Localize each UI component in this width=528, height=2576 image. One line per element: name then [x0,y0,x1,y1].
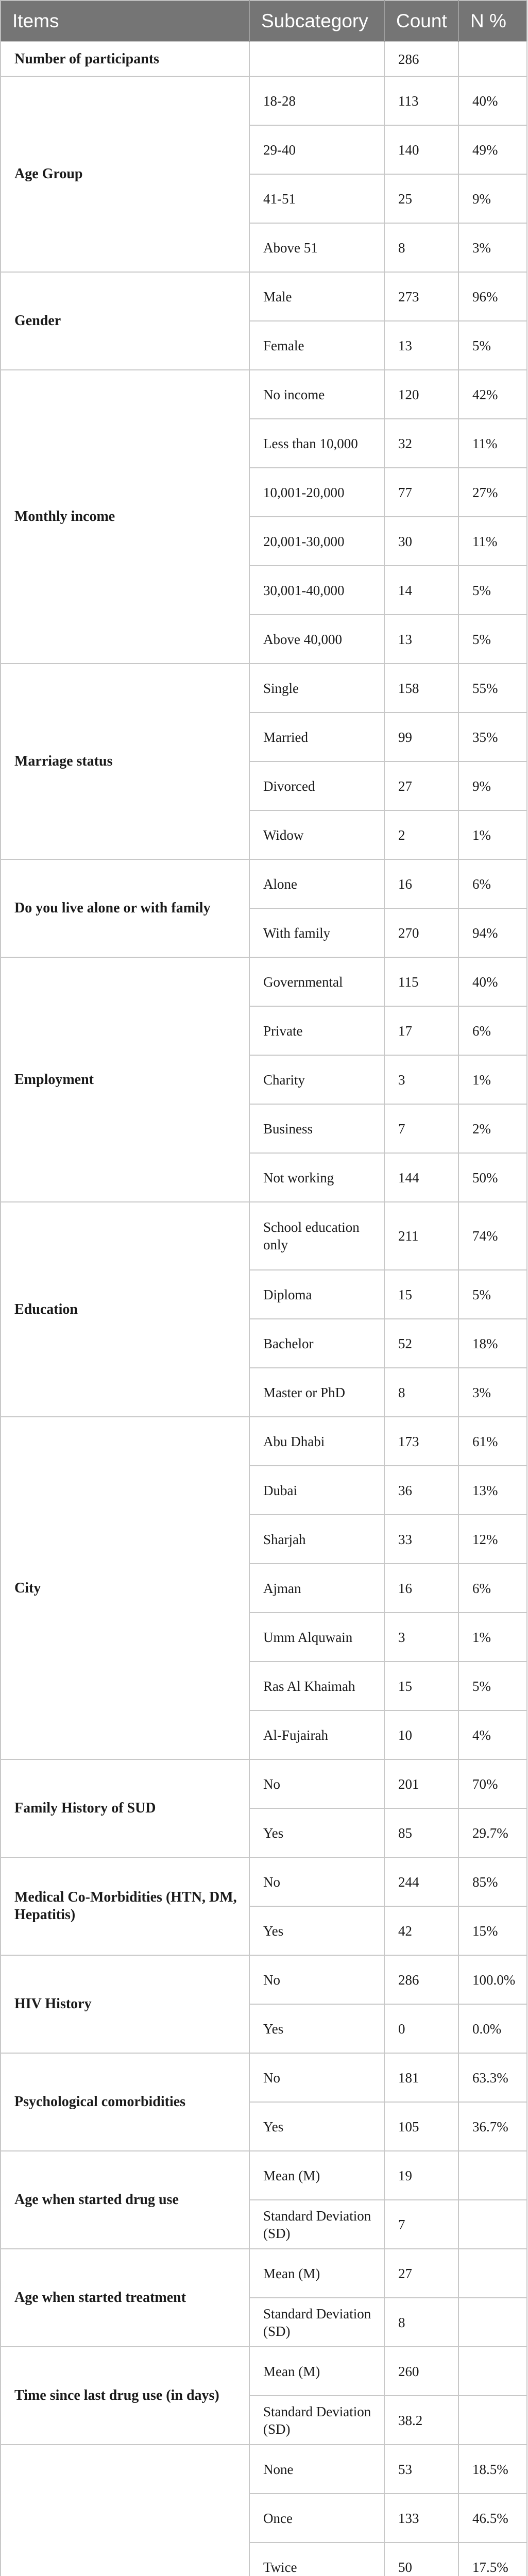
percent-cell: 70% [458,1759,527,1808]
percent-cell: 96% [458,272,527,321]
percent-cell: 1% [458,1055,527,1104]
count-cell: 19 [384,2151,458,2200]
percent-cell: 61% [458,1417,527,1466]
subcategory-cell: Yes [249,2102,384,2151]
subcategory-cell: Female [249,321,384,370]
table-body [1,42,527,2576]
subcategory-cell: School education only [249,1202,384,1270]
count-cell: 13 [384,321,458,370]
percent-cell: 5% [458,321,527,370]
percent-cell: 9% [458,174,527,223]
count-cell: 105 [384,2102,458,2151]
item-cell: HIV History [1,1955,249,2053]
count-cell: 27 [384,2249,458,2298]
header-row [1,1,527,42]
subcategory-cell: Ras Al Khaimah [249,1662,384,1710]
table-row [1,1857,527,1906]
header-items: Items [1,1,249,42]
percent-cell: 5% [458,1662,527,1710]
count-cell: 25 [384,174,458,223]
count-cell: 15 [384,1662,458,1710]
count-cell: 3 [384,1055,458,1104]
subcategory-cell: No income [249,370,384,419]
percent-cell: 3% [458,1368,527,1417]
count-cell: 3 [384,1613,458,1662]
percent-cell: 6% [458,1006,527,1055]
count-cell: 133 [384,2494,458,2543]
percent-cell: 35% [458,713,527,761]
count-cell: 53 [384,2445,458,2494]
item-cell: Marriage status [1,664,249,859]
percent-cell: 4% [458,1710,527,1759]
item-cell [1,2445,249,2576]
item-cell: Gender [1,272,249,370]
count-cell: 33 [384,1515,458,1564]
percent-cell: 27% [458,468,527,517]
subcategory-cell: Twice [249,2543,384,2576]
percent-cell: 17.5% [458,2543,527,2576]
subcategory-cell: Mean (M) [249,2151,384,2200]
count-cell: 15 [384,1270,458,1319]
item-cell: Age when started drug use [1,2151,249,2249]
header-percent: N % [458,1,527,42]
subcategory-cell: Umm Alquwain [249,1613,384,1662]
percent-cell: 1% [458,1613,527,1662]
subcategory-cell: Private [249,1006,384,1055]
percent-cell: 18.5% [458,2445,527,2494]
count-cell: 8 [384,1368,458,1417]
subcategory-cell: Yes [249,1906,384,1955]
item-cell: Medical Co-Morbidities (HTN, DM, Hepatitis) [1,1857,249,1955]
percent-cell: 2% [458,1104,527,1153]
subcategory-cell: No [249,1857,384,1906]
header-subcategory: Subcategory [249,1,384,42]
percent-cell: 5% [458,566,527,615]
percent-cell: 5% [458,1270,527,1319]
percent-cell: 29.7% [458,1808,527,1857]
count-cell: 7 [384,2200,458,2249]
count-cell: 113 [384,76,458,125]
subcategory-cell: 29-40 [249,125,384,174]
subcategory-cell: Alone [249,859,384,908]
percent-cell: 12% [458,1515,527,1564]
subcategory-cell: No [249,1955,384,2004]
subcategory-cell: 30,001-40,000 [249,566,384,615]
subcategory-cell: With family [249,908,384,957]
table-row [1,370,527,419]
item-cell: Psychological comorbidities [1,2053,249,2151]
percent-cell [458,2347,527,2396]
count-cell: 211 [384,1202,458,1270]
count-cell: 77 [384,468,458,517]
percent-cell: 11% [458,517,527,566]
table-row [1,957,527,1006]
percent-cell: 5% [458,615,527,664]
table-row [1,2249,527,2298]
count-cell: 2 [384,810,458,859]
table-header [1,1,527,42]
subcategory-cell: Above 40,000 [249,615,384,664]
subcategory-cell: Master or PhD [249,1368,384,1417]
percent-cell: 63.3% [458,2053,527,2102]
table-row [1,1759,527,1808]
subcategory-cell: None [249,2445,384,2494]
subcategory-cell: Bachelor [249,1319,384,1368]
subcategory-cell: Divorced [249,761,384,810]
subcategory-cell: No [249,1759,384,1808]
percent-cell: 0.0% [458,2004,527,2053]
count-cell: 201 [384,1759,458,1808]
table-row [1,664,527,713]
count-cell: 27 [384,761,458,810]
subcategory-cell: 41-51 [249,174,384,223]
subcategory-cell: Single [249,664,384,713]
count-cell: 38.2 [384,2396,458,2445]
percent-cell: 40% [458,76,527,125]
table-row [1,2053,527,2102]
count-cell: 270 [384,908,458,957]
percent-cell: 6% [458,1564,527,1613]
percent-cell: 85% [458,1857,527,1906]
subcategory-cell: Mean (M) [249,2347,384,2396]
count-cell: 85 [384,1808,458,1857]
count-cell: 10 [384,1710,458,1759]
subcategory-cell: 18-28 [249,76,384,125]
percent-cell [458,42,527,76]
count-cell: 173 [384,1417,458,1466]
subcategory-cell: Yes [249,1808,384,1857]
subcategory-cell: Standard Deviation (SD) [249,2298,384,2347]
item-cell: Education [1,1202,249,1417]
subcategory-cell: No [249,2053,384,2102]
table-row [1,1202,527,1270]
percent-cell: 18% [458,1319,527,1368]
item-cell: Number of participants [1,42,249,76]
count-cell: 286 [384,1955,458,2004]
header-count: Count [384,1,458,42]
table-row [1,1955,527,2004]
subcategory-cell: Al-Fujairah [249,1710,384,1759]
subcategory-cell: 20,001-30,000 [249,517,384,566]
subcategory-cell [249,42,384,76]
table-row [1,2445,527,2494]
subcategory-cell: Standard Deviation (SD) [249,2200,384,2249]
subcategory-cell: Business [249,1104,384,1153]
subcategory-cell: Not working [249,1153,384,1202]
subcategory-cell: Charity [249,1055,384,1104]
percent-cell: 46.5% [458,2494,527,2543]
percent-cell [458,2249,527,2298]
percent-cell: 50% [458,1153,527,1202]
table-row [1,272,527,321]
table-row [1,76,527,125]
percent-cell: 13% [458,1466,527,1515]
percent-cell: 36.7% [458,2102,527,2151]
count-cell: 32 [384,419,458,468]
count-cell: 144 [384,1153,458,1202]
item-cell: Family History of SUD [1,1759,249,1857]
count-cell: 16 [384,1564,458,1613]
subcategory-cell: Diploma [249,1270,384,1319]
subcategory-cell: Mean (M) [249,2249,384,2298]
subcategory-cell: Standard Deviation (SD) [249,2396,384,2445]
count-cell: 273 [384,272,458,321]
count-cell: 42 [384,1906,458,1955]
subcategory-cell: Male [249,272,384,321]
subcategory-cell: Governmental [249,957,384,1006]
count-cell: 8 [384,223,458,272]
count-cell: 0 [384,2004,458,2053]
subcategory-cell: Less than 10,000 [249,419,384,468]
item-cell: Age Group [1,76,249,272]
count-cell: 13 [384,615,458,664]
item-cell: Employment [1,957,249,1202]
subcategory-cell: 10,001-20,000 [249,468,384,517]
percent-cell [458,2200,527,2249]
count-cell: 16 [384,859,458,908]
table-row [1,42,527,76]
count-cell: 286 [384,42,458,76]
percent-cell: 55% [458,664,527,713]
table-row [1,2347,527,2396]
subcategory-cell: Yes [249,2004,384,2053]
count-cell: 7 [384,1104,458,1153]
subcategory-cell: Married [249,713,384,761]
percent-cell: 94% [458,908,527,957]
count-cell: 50 [384,2543,458,2576]
percent-cell: 9% [458,761,527,810]
item-cell: Do you live alone or with family [1,859,249,957]
subcategory-cell: Dubai [249,1466,384,1515]
subcategory-cell: Ajman [249,1564,384,1613]
percent-cell: 100.0% [458,1955,527,2004]
count-cell: 120 [384,370,458,419]
percent-cell [458,2151,527,2200]
count-cell: 140 [384,125,458,174]
count-cell: 158 [384,664,458,713]
subcategory-cell: Sharjah [249,1515,384,1564]
percent-cell: 3% [458,223,527,272]
item-cell: Age when started treatment [1,2249,249,2347]
count-cell: 36 [384,1466,458,1515]
table-row [1,1417,527,1466]
percent-cell: 11% [458,419,527,468]
count-cell: 30 [384,517,458,566]
percent-cell: 40% [458,957,527,1006]
item-cell: Time since last drug use (in days) [1,2347,249,2445]
table-row [1,2151,527,2200]
subcategory-cell: Widow [249,810,384,859]
percent-cell: 42% [458,370,527,419]
subcategory-cell: Once [249,2494,384,2543]
count-cell: 115 [384,957,458,1006]
count-cell: 14 [384,566,458,615]
count-cell: 8 [384,2298,458,2347]
item-cell: Monthly income [1,370,249,664]
count-cell: 260 [384,2347,458,2396]
percent-cell: 74% [458,1202,527,1270]
item-cell: City [1,1417,249,1759]
table-row [1,859,527,908]
percent-cell: 6% [458,859,527,908]
percent-cell: 1% [458,810,527,859]
percent-cell [458,2396,527,2445]
count-cell: 17 [384,1006,458,1055]
count-cell: 52 [384,1319,458,1368]
percent-cell [458,2298,527,2347]
count-cell: 181 [384,2053,458,2102]
count-cell: 99 [384,713,458,761]
percent-cell: 15% [458,1906,527,1955]
subcategory-cell: Above 51 [249,223,384,272]
count-cell: 244 [384,1857,458,1906]
percent-cell: 49% [458,125,527,174]
subcategory-cell: Abu Dhabi [249,1417,384,1466]
